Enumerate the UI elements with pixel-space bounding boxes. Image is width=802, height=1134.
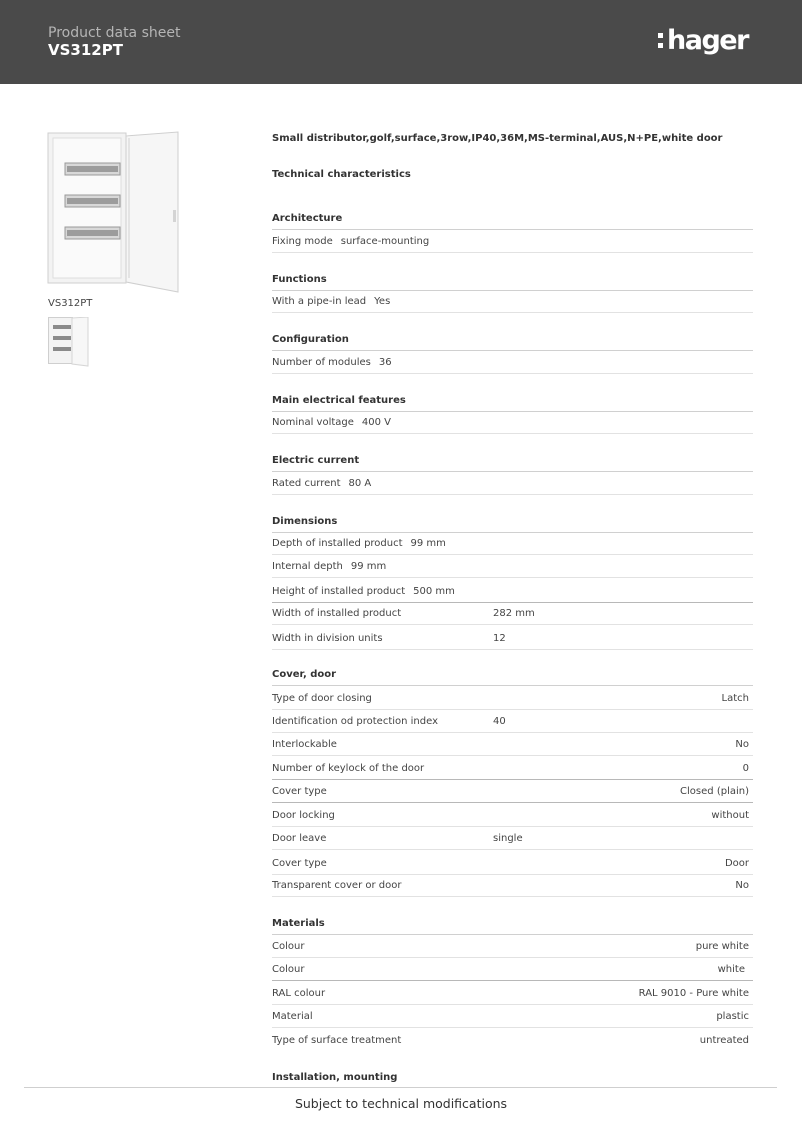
spec-value: 99 mm <box>350 561 387 572</box>
spec-row <box>272 473 753 495</box>
spec-row <box>272 603 753 625</box>
spec-value: without <box>711 810 749 821</box>
spec-row <box>272 231 753 253</box>
spec-row <box>272 853 753 875</box>
spec-label: Material <box>272 1011 313 1022</box>
spec-value: untreated <box>699 1035 749 1046</box>
footer-divider <box>24 1087 777 1088</box>
spec-label: Cover type <box>272 786 327 797</box>
spec-row <box>272 734 753 756</box>
spec-value: Door <box>724 858 749 869</box>
product-code: VS312PT <box>48 41 123 59</box>
spec-label: Interlockable <box>272 739 337 750</box>
technical-heading: Technical characteristics <box>272 169 411 180</box>
spec-row <box>272 412 753 434</box>
spec-row <box>272 983 753 1005</box>
spec-label: Type of surface treatment <box>272 1035 402 1046</box>
spec-value: surface-mounting <box>340 236 430 247</box>
section-installation: Installation, mounting <box>272 1072 398 1083</box>
spec-row <box>272 291 753 313</box>
spec-value: Closed (plain) <box>680 786 749 797</box>
product-description: Small distributor,golf,surface,3row,IP40,36M,MS-terminal,AUS,N+PE,white door <box>272 133 723 144</box>
spec-label: Transparent cover or door <box>272 880 402 891</box>
spec-value: white <box>717 964 745 975</box>
spec-label: Depth of installed product 99 mm <box>272 538 446 549</box>
spec-value: single <box>493 833 523 844</box>
hager-logo <box>658 22 748 58</box>
section-configuration: Configuration <box>272 334 753 351</box>
spec-value: No <box>735 739 749 750</box>
spec-label: Number of modules 36 <box>272 357 392 368</box>
spec-label: Nominal voltage 400 V <box>272 417 392 428</box>
section-electrical: Main electrical features <box>272 395 753 412</box>
spec-label: Type of door closing <box>272 693 372 704</box>
section-functions: Functions <box>272 274 753 291</box>
logo-text: hager <box>667 24 748 56</box>
spec-row <box>272 1006 753 1028</box>
spec-value: 12 <box>493 633 506 644</box>
spec-label: Cover type <box>272 858 327 869</box>
spec-value: Yes <box>374 296 391 307</box>
spec-row <box>272 1030 753 1052</box>
spec-row <box>272 581 753 603</box>
spec-row <box>272 959 753 981</box>
spec-label: Rated current 80 A <box>272 478 372 489</box>
section-current: Electric current <box>272 455 753 472</box>
spec-row <box>272 711 753 733</box>
spec-row <box>272 758 753 780</box>
image-caption: VS312PT <box>48 298 93 309</box>
spec-value: pure white <box>695 941 749 952</box>
spec-row <box>272 352 753 374</box>
spec-value: 282 mm <box>493 608 535 619</box>
spec-value: 40 <box>493 716 506 727</box>
spec-label: Width of installed product <box>272 608 402 619</box>
spec-row <box>272 805 753 827</box>
spec-value: 400 V <box>361 417 392 428</box>
section-architecture: Architecture <box>272 213 753 230</box>
spec-value: 500 mm <box>413 586 455 597</box>
section-dimensions: Dimensions <box>272 516 753 533</box>
spec-row <box>272 875 753 897</box>
section-materials: Materials <box>272 918 753 935</box>
spec-row <box>272 556 753 578</box>
spec-label: Door locking <box>272 810 335 821</box>
spec-row <box>272 936 753 958</box>
section-cover-door: Cover, door <box>272 669 753 686</box>
spec-label: RAL colour <box>272 988 326 999</box>
spec-row <box>272 533 753 555</box>
spec-label: Width in division units <box>272 633 383 644</box>
spec-value: RAL 9010 - Pure white <box>638 988 749 999</box>
spec-value: 99 mm <box>410 538 446 549</box>
spec-label: Door leave <box>272 833 327 844</box>
spec-row <box>272 688 753 710</box>
header-bar <box>0 0 802 84</box>
spec-label: Height of installed product 500 mm <box>272 586 455 597</box>
spec-value: No <box>735 880 749 891</box>
footer-note: Subject to technical modifications <box>294 1096 508 1111</box>
spec-label: Colour <box>272 941 305 952</box>
spec-value: 36 <box>378 357 392 368</box>
spec-value: Latch <box>721 693 749 704</box>
spec-row <box>272 628 753 650</box>
spec-label: Number of keylock of the door <box>272 763 425 774</box>
spec-value: 80 A <box>348 478 372 489</box>
product-image <box>47 130 182 295</box>
logo-dots-icon <box>658 33 663 48</box>
spec-row <box>272 828 753 850</box>
spec-row <box>272 781 753 803</box>
spec-label: With a pipe-in lead Yes <box>272 296 391 307</box>
spec-value: 0 <box>742 763 749 774</box>
spec-label: Internal depth 99 mm <box>272 561 387 572</box>
spec-label: Identification od protection index <box>272 716 439 727</box>
spec-label: Fixing mode surface-mounting <box>272 236 430 247</box>
doc-subtitle: Product data sheet <box>48 25 181 41</box>
product-thumbnail[interactable] <box>48 317 90 367</box>
spec-label: Colour <box>272 964 305 975</box>
spec-value: plastic <box>716 1011 749 1022</box>
